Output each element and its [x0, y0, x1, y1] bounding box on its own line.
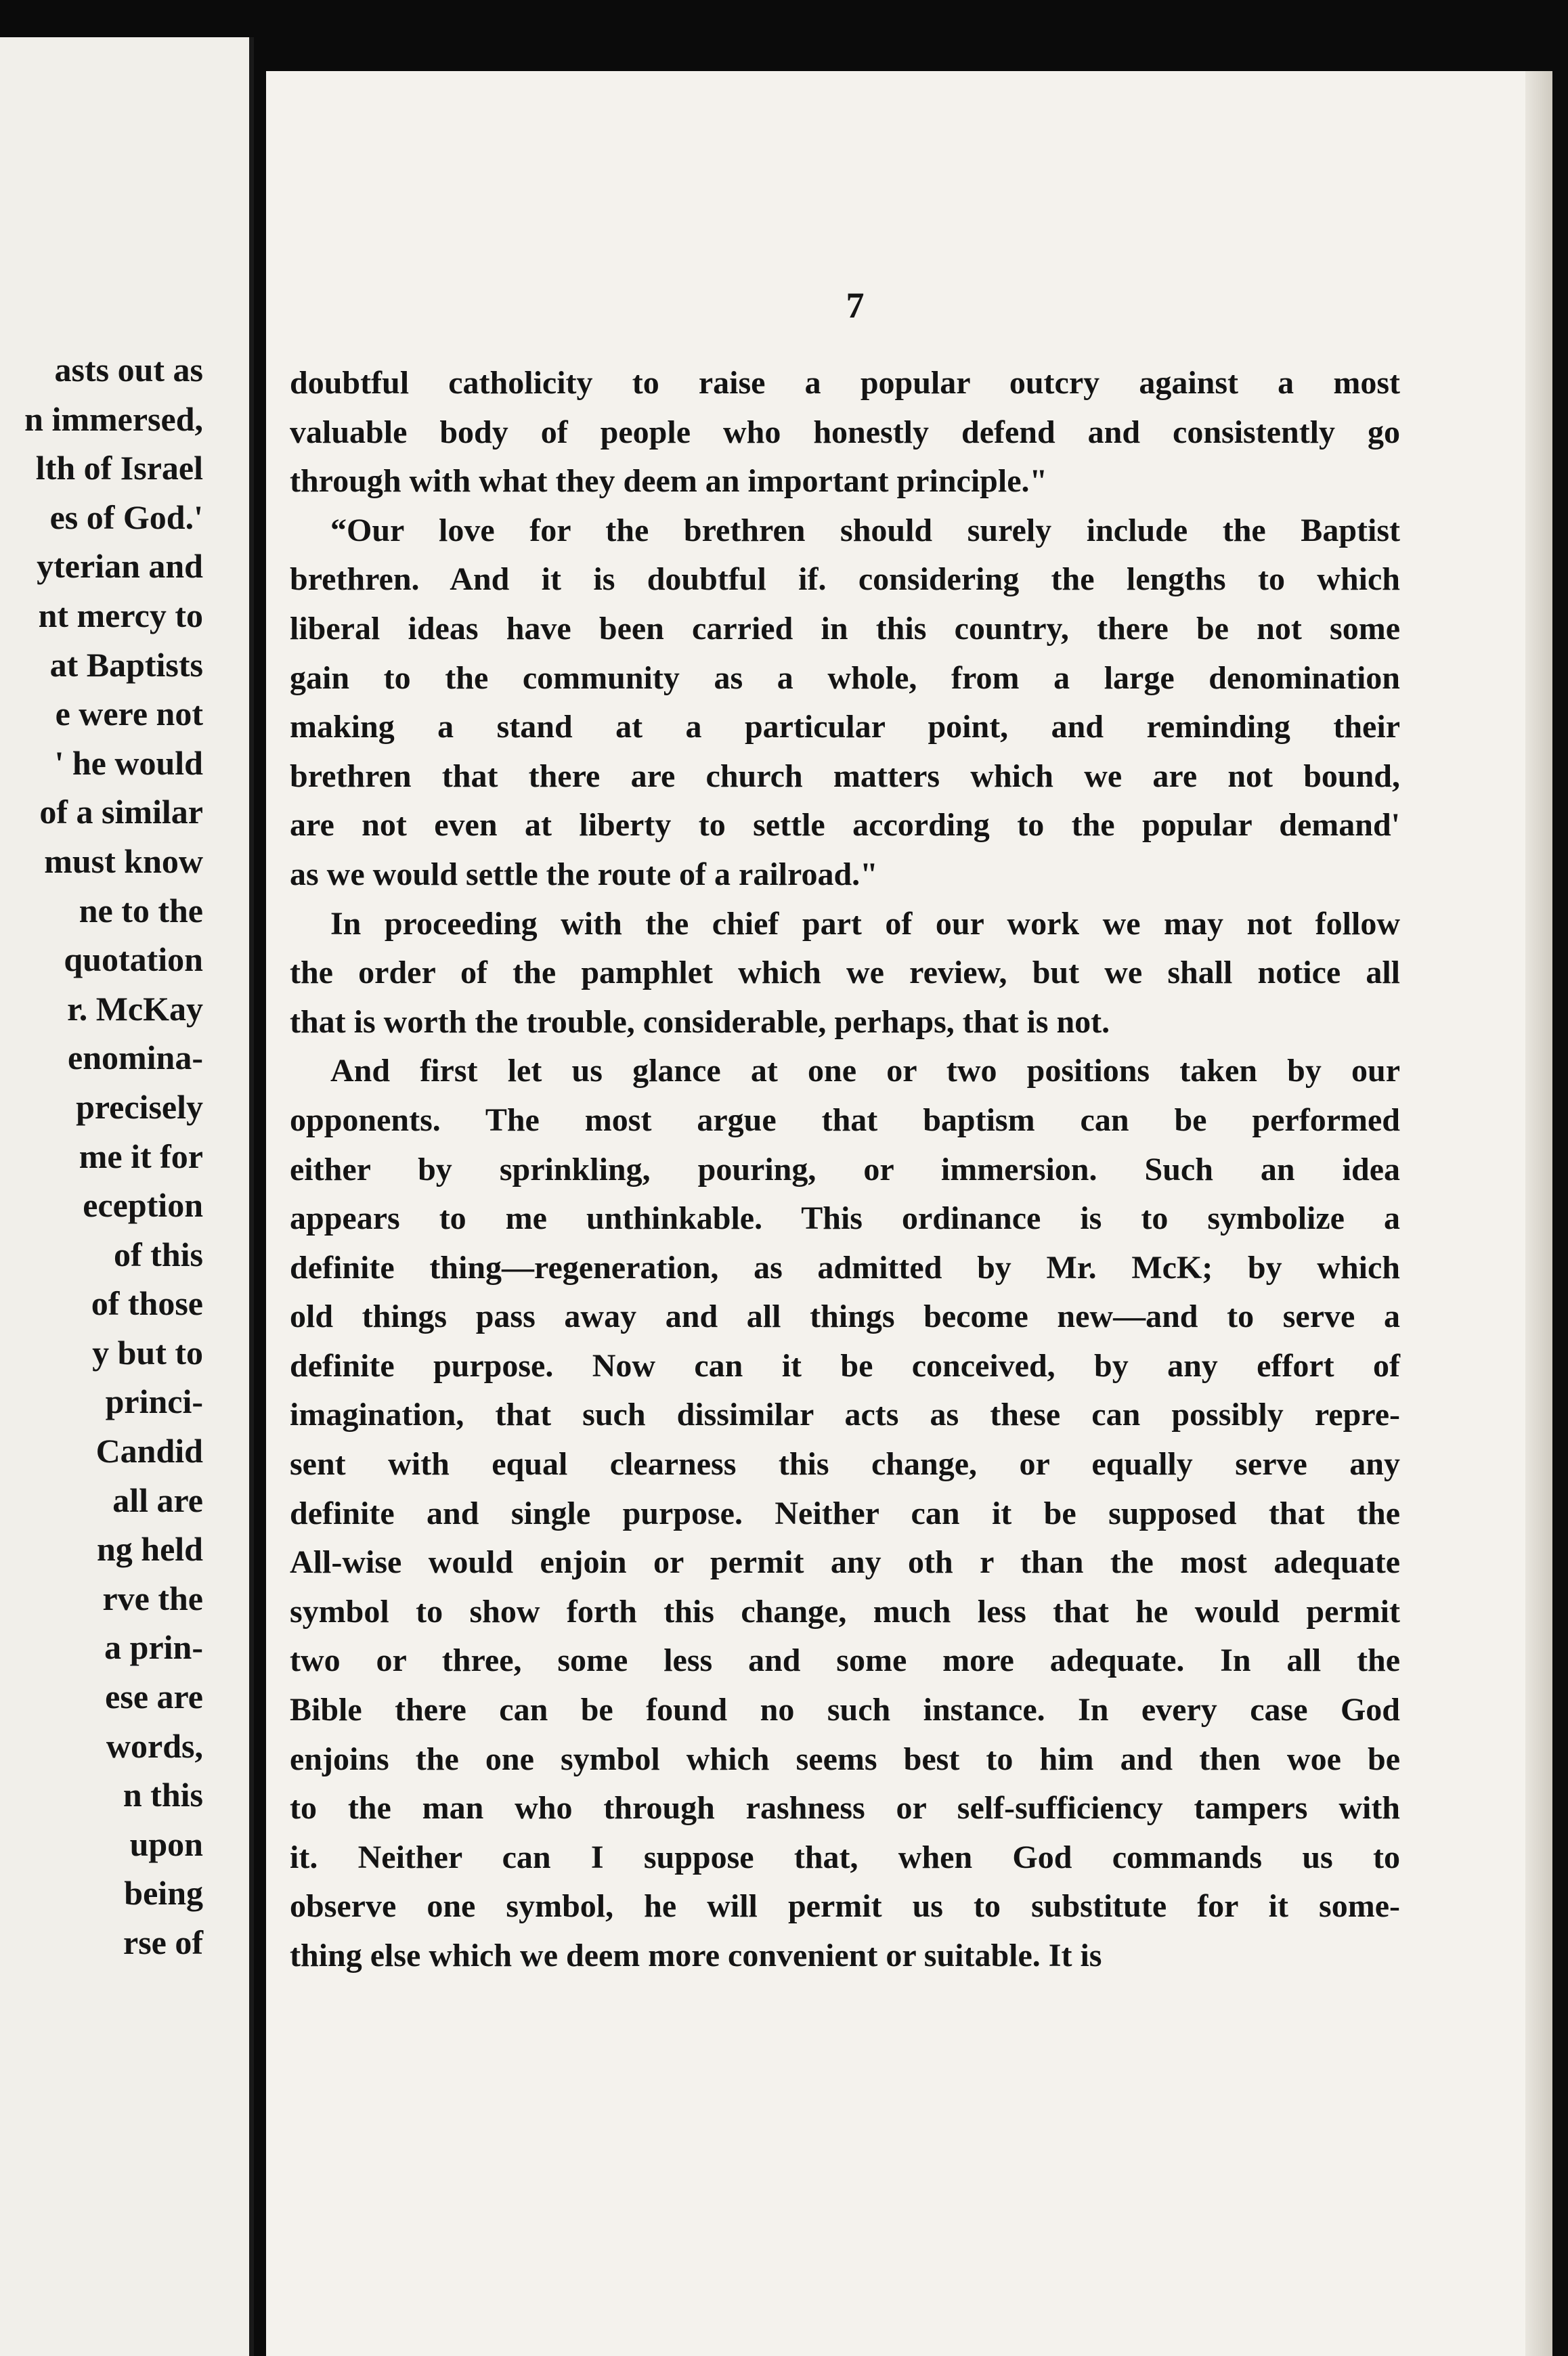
previous-page-line: must know: [44, 842, 203, 880]
text-line: And first let us glance at one or two positions taken by our: [330, 1053, 1400, 1089]
text-line: through with what they deem an important principle.": [290, 463, 1048, 500]
text-line: All-wise would enjoin or permit any oth r than the most adequate: [290, 1544, 1400, 1581]
previous-page-line: lth of Israel: [35, 449, 203, 487]
previous-page-line: words,: [106, 1726, 203, 1765]
previous-page-line: quotation: [64, 940, 203, 979]
previous-page-line: at Baptists: [49, 645, 203, 684]
previous-page-line: r. McKay: [67, 989, 203, 1028]
previous-page-line: es of God.': [49, 498, 203, 536]
text-line: definite purpose. Now can it be conceived, by any effort of: [290, 1347, 1400, 1384]
text-line: definite and single purpose. Neither can it be supposed that the: [290, 1495, 1400, 1531]
text-line: the order of the pamphlet which we review, but we shall notice all: [290, 955, 1400, 991]
text-line: brethren that there are church matters which we are not bound,: [290, 758, 1400, 794]
page-edge: [1525, 71, 1552, 2356]
text-line: are not even at liberty to settle according to the popular demand': [290, 807, 1400, 844]
text-line: imagination, that such dissimilar acts as these can possibly repre-: [290, 1397, 1400, 1433]
text-line: symbol to show forth this change, much less that he would permit: [290, 1593, 1400, 1630]
previous-page-line: e were not: [55, 695, 203, 733]
previous-page-line: all are: [112, 1481, 203, 1519]
text-line: “Our love for the brethren should surely include the Baptist: [330, 512, 1400, 548]
previous-page-line: ese are: [105, 1678, 203, 1716]
text-line: that is worth the trouble, considerable, perhaps, that is not.: [290, 1003, 1110, 1040]
text-line: old things pass away and all things become new—and to serve a: [290, 1299, 1400, 1335]
text-line: brethren. And it is doubtful if. considering the lengths to which: [290, 561, 1400, 598]
text-line: observe one symbol, he will permit us to substitute for it some-: [290, 1888, 1400, 1925]
previous-page-line: rse of: [123, 1923, 203, 1961]
previous-page-line: eception: [83, 1186, 203, 1225]
previous-page-text: [0, 345, 203, 1967]
previous-page-line: princi-: [105, 1382, 203, 1421]
paragraph: [290, 506, 1400, 900]
text-line: it. Neither can I suppose that, when God commands us to: [290, 1839, 1400, 1875]
text-line: definite thing—regeneration, as admitted by Mr. McK; by which: [290, 1249, 1400, 1286]
previous-page-line: being: [124, 1874, 203, 1913]
previous-page-line: of those: [91, 1284, 203, 1323]
text-line: doubtful catholicity to raise a popular outcry against a most: [290, 365, 1400, 401]
page-border-line: [249, 37, 254, 2356]
previous-page-line: nt mercy to: [38, 596, 203, 634]
previous-page-line: precisely: [76, 1087, 203, 1126]
text-line: making a stand at a particular point, and reminding their: [290, 709, 1400, 745]
previous-page-line: of this: [114, 1235, 203, 1273]
text-line: two or three, some less and some more adequate. In all the: [290, 1642, 1400, 1679]
text-line: liberal ideas have been carried in this country, there be not some: [290, 610, 1400, 647]
text-line: appears to me unthinkable. This ordinance is to symbolize a: [290, 1200, 1400, 1237]
previous-page-line: a prin-: [104, 1628, 203, 1667]
paragraph: [290, 1047, 1400, 1980]
previous-page-line: y but to: [92, 1333, 203, 1372]
previous-page-line: of a similar: [39, 793, 203, 831]
text-line: In proceeding with the chief part of our work we may not follow: [330, 905, 1400, 942]
text-line: opponents. The most argue that baptism can be performed: [290, 1101, 1400, 1138]
previous-page-line: n immersed,: [24, 399, 203, 438]
previous-page-fragment: [0, 37, 254, 2356]
previous-page-line: Candid: [95, 1432, 203, 1470]
previous-page-line: upon: [129, 1825, 203, 1863]
previous-page-line: rve the: [102, 1579, 203, 1617]
paragraph: [290, 900, 1400, 1047]
book-gutter: [254, 0, 266, 2356]
text-line: enjoins the one symbol which seems best to him and then woe be: [290, 1741, 1400, 1777]
text-line: gain to the community as a whole, from a large denomination: [290, 659, 1400, 696]
previous-page-line: ng held: [96, 1530, 203, 1569]
previous-page-line: n this: [123, 1776, 203, 1814]
previous-page-line: enomina-: [68, 1039, 203, 1077]
text-line: valuable body of people who honestly defend and consistently go: [290, 414, 1400, 450]
previous-page-line: ' he would: [54, 743, 203, 782]
text-line: as we would settle the route of a railroad.": [290, 856, 878, 892]
previous-page-line: yterian and: [37, 547, 203, 586]
text-line: to the man who through rashness or self-sufficiency tampers with: [290, 1790, 1400, 1827]
previous-page-line: asts out as: [54, 351, 203, 389]
text-line: sent with equal clearness this change, or equally serve any: [290, 1446, 1400, 1483]
page: [266, 71, 1552, 2356]
paragraph: [290, 359, 1400, 506]
text-line: thing else which we deem more convenient or suitable. It is: [290, 1938, 1102, 1973]
text-line: either by sprinkling, pouring, or immersion. Such an idea: [290, 1151, 1400, 1187]
body-text: [290, 359, 1400, 1981]
previous-page-line: ne to the: [79, 891, 203, 930]
text-line: Bible there can be found no such instance. In every case God: [290, 1692, 1400, 1728]
page-number: 7: [846, 285, 865, 326]
previous-page-line: me it for: [79, 1137, 203, 1175]
